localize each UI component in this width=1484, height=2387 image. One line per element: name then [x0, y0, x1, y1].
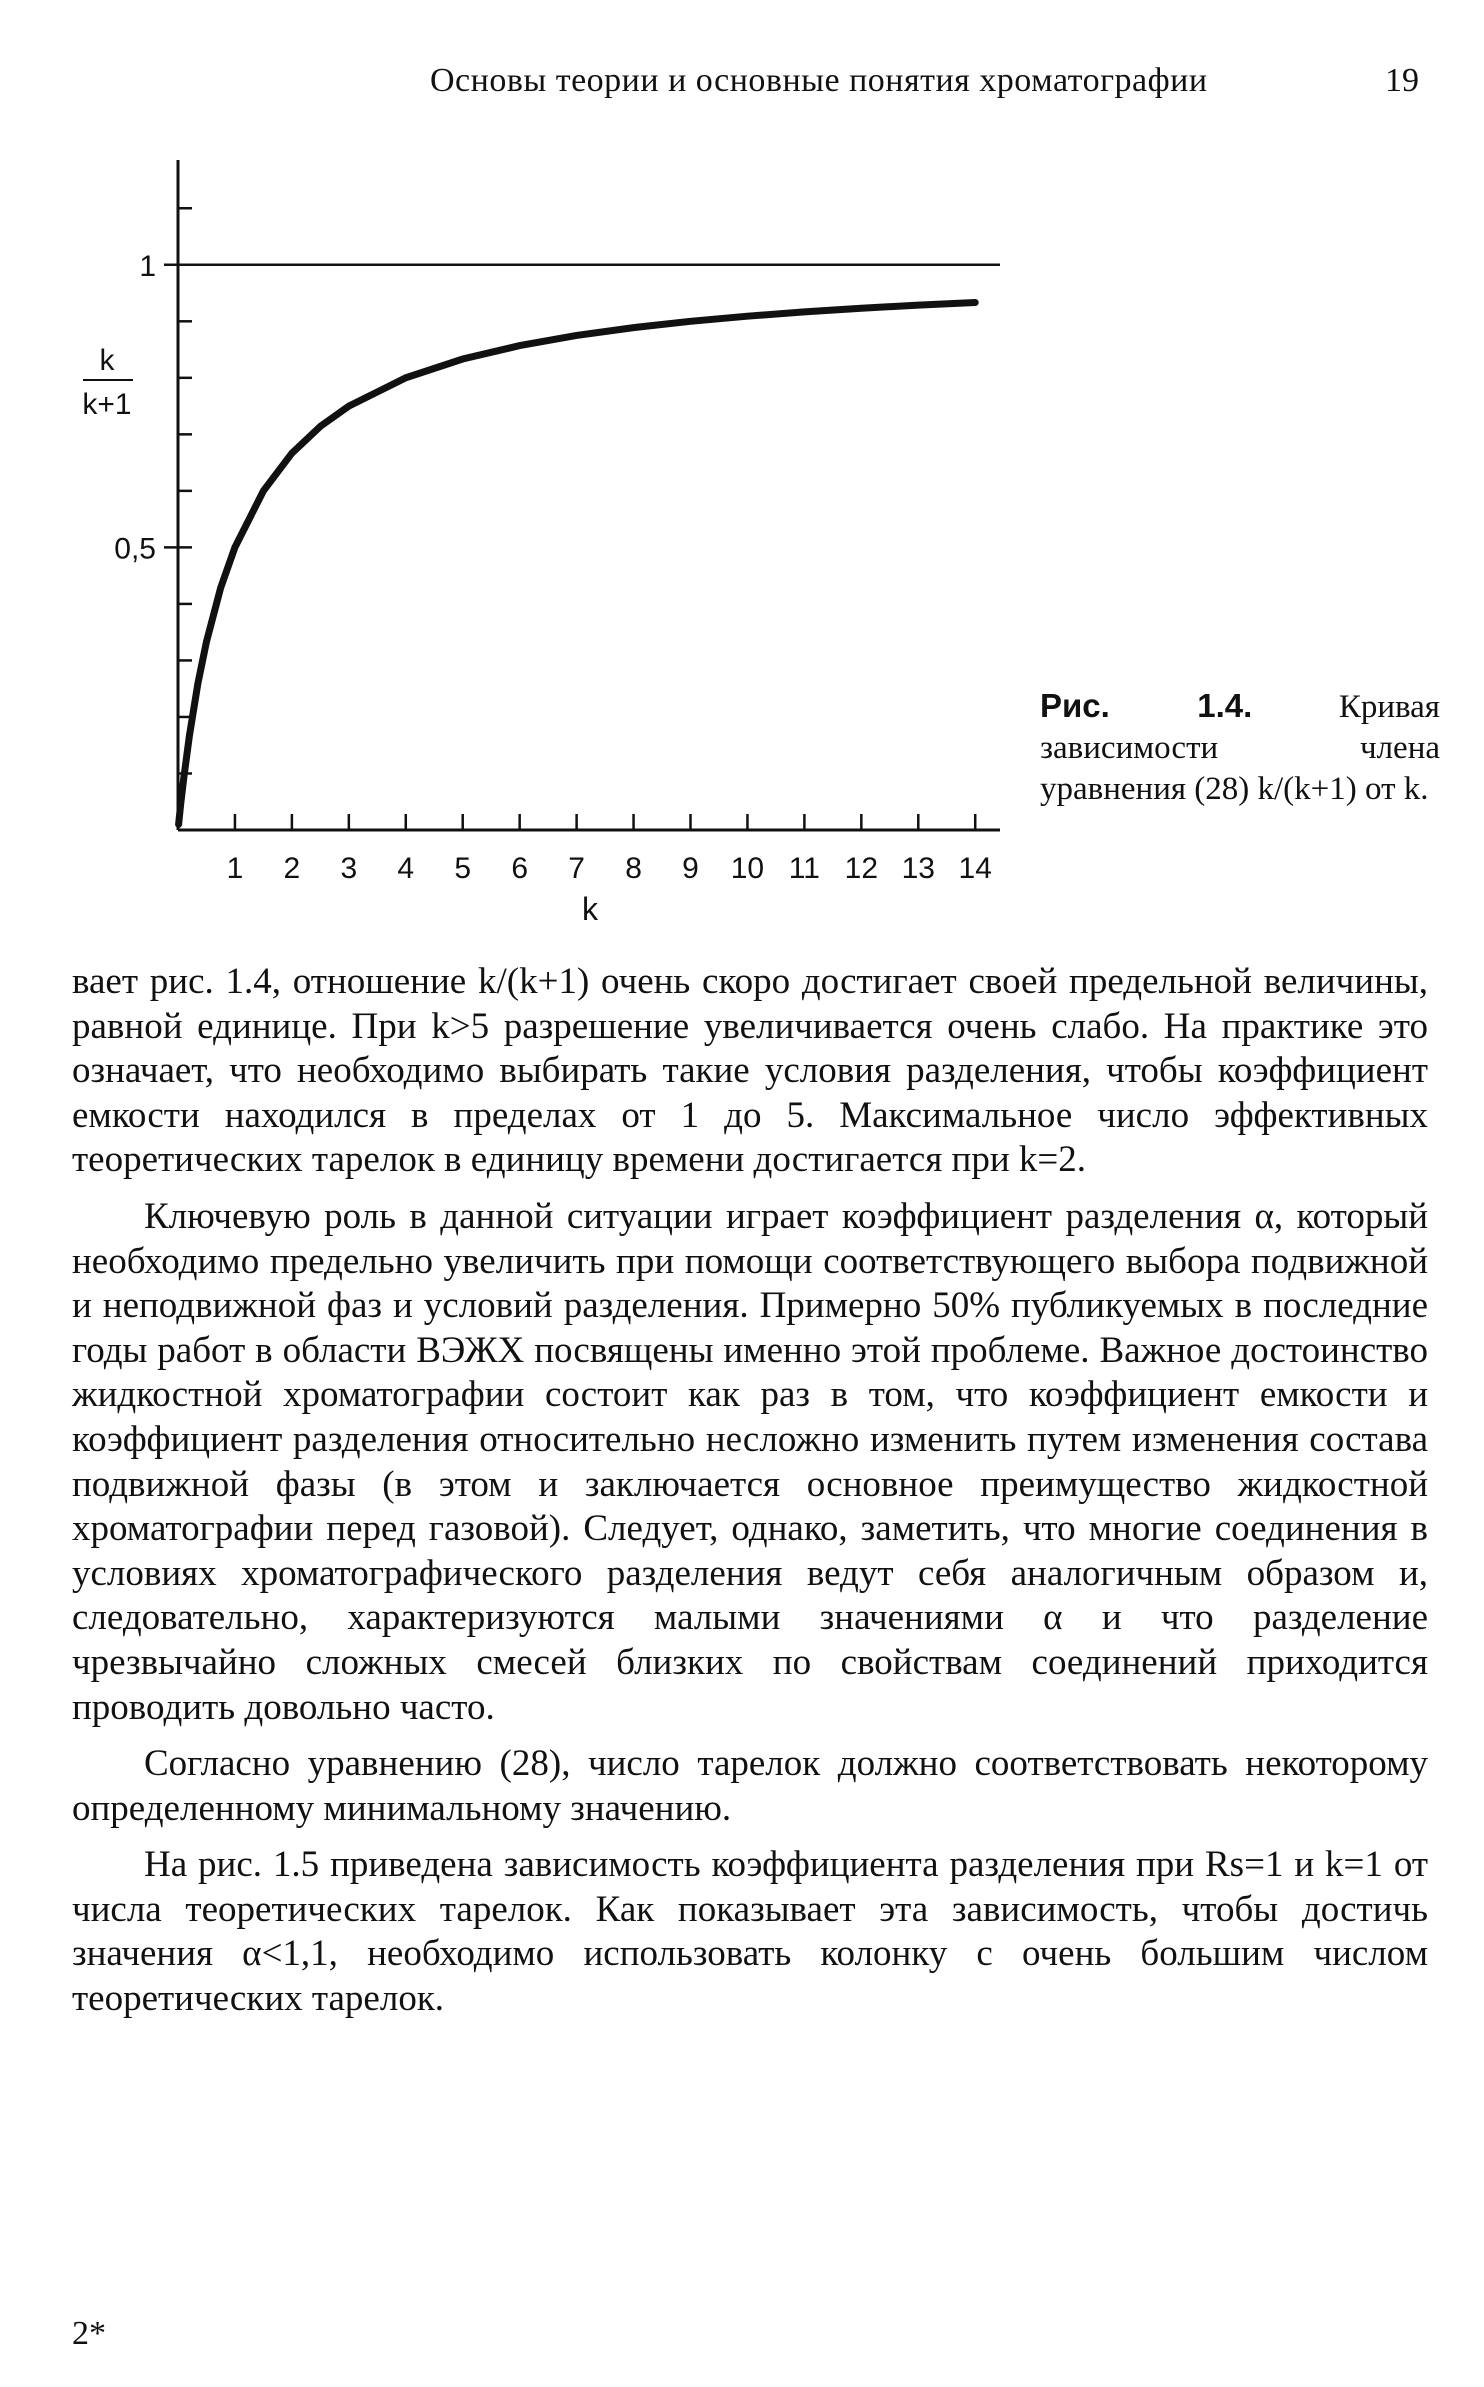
x-tick-label: 10 [730, 852, 765, 885]
x-tick-label: 13 [901, 852, 935, 885]
y-axis-label-numerator: k [99, 344, 115, 377]
x-axis-label: k [582, 891, 598, 927]
x-tick-label: 1 [226, 852, 244, 885]
x-tick-label: 14 [958, 852, 992, 885]
x-tick-label: 5 [454, 852, 472, 885]
x-tick-label: 6 [511, 852, 529, 885]
y-ticks [114, 208, 192, 773]
x-tick-label: 9 [682, 852, 699, 885]
series-line-k-over-k-plus-1 [179, 303, 976, 825]
signature-mark: 2* [72, 2315, 106, 2352]
x-ticks [227, 814, 992, 885]
figure-caption-text: Кривая зависимости члена уравнения (28) k/(k+1) от k. [1040, 689, 1440, 807]
paragraph-2: Ключевую роль в данной ситуации играет коэффициент разделения α, который необходимо предельно увеличить при помощи соответствующего выбора подвижной и неподвижной фаз и условий разделения. Примерно 50% публикуемых в последние годы работ в области ВЭЖХ посвящены именно этой проблеме. Важное достоинство жидкостной хроматографии состоит как раз в том, что коэффициент емкости и коэффициент разделения относительно несложно изменить путем изменения состава подвижной фазы (в этом и заключается основное преимущество жидкостной хроматографии перед газовой). Следует, однако, заметить, что многие соединения в условиях хроматографического разделения ведут себя аналогичным образом и, следовательно, характеризуются малыми значениями α и что разделение чрезвычайно сложных смесей близких по свойствам соединений приходится проводить довольно часто. [72, 1195, 1428, 1728]
chart-axes [178, 160, 1000, 830]
page-number: 19 [1385, 62, 1419, 99]
paragraph-1: вает рис. 1.4, отношение k/(k+1) очень скоро достигает своей предельной величины, равной единице. При k>5 разрешение увеличивается очень слабо. На практике это означает, что необходимо выбирать такие условия разделения, чтобы коэффициент емкости находился в пределах от 1 до 5. Максимальное число эффективных теоретических тарелок в единицу времени достигается при k=2. [72, 961, 1428, 1181]
body-text [72, 960, 1428, 2022]
y-axis-label-denominator: k+1 [82, 388, 132, 421]
y-tick-label: 1 [139, 249, 156, 283]
x-tick-label: 11 [788, 852, 820, 885]
x-tick-label: 4 [397, 852, 415, 885]
x-tick-label: 8 [625, 852, 642, 885]
figure-chart [80, 160, 1020, 940]
x-tick-label: 7 [568, 852, 585, 885]
x-tick-label: 2 [283, 852, 301, 885]
x-tick-label: 12 [844, 852, 879, 885]
running-title: Основы теории и основные понятия хроматографии [430, 62, 1208, 99]
paragraph-3: Согласно уравнению (28), число тарелок должно соответствовать некоторому определенному минимальному значению. [72, 1743, 1428, 1829]
y-tick-label: 0,5 [114, 532, 156, 566]
figure-caption [1040, 685, 1440, 810]
paragraph-4: На рис. 1.5 приведена зависимость коэффициента разделения при Rs=1 и k=1 от числа теоретических тарелок. Как показывает эта зависимость, чтобы достичь значения α<1,1, необходимо использовать колонку с очень большим числом теоретических тарелок. [72, 1844, 1428, 2020]
x-tick-label: 3 [340, 852, 358, 885]
figure-caption-label: Рис. 1.4. [1040, 687, 1253, 724]
